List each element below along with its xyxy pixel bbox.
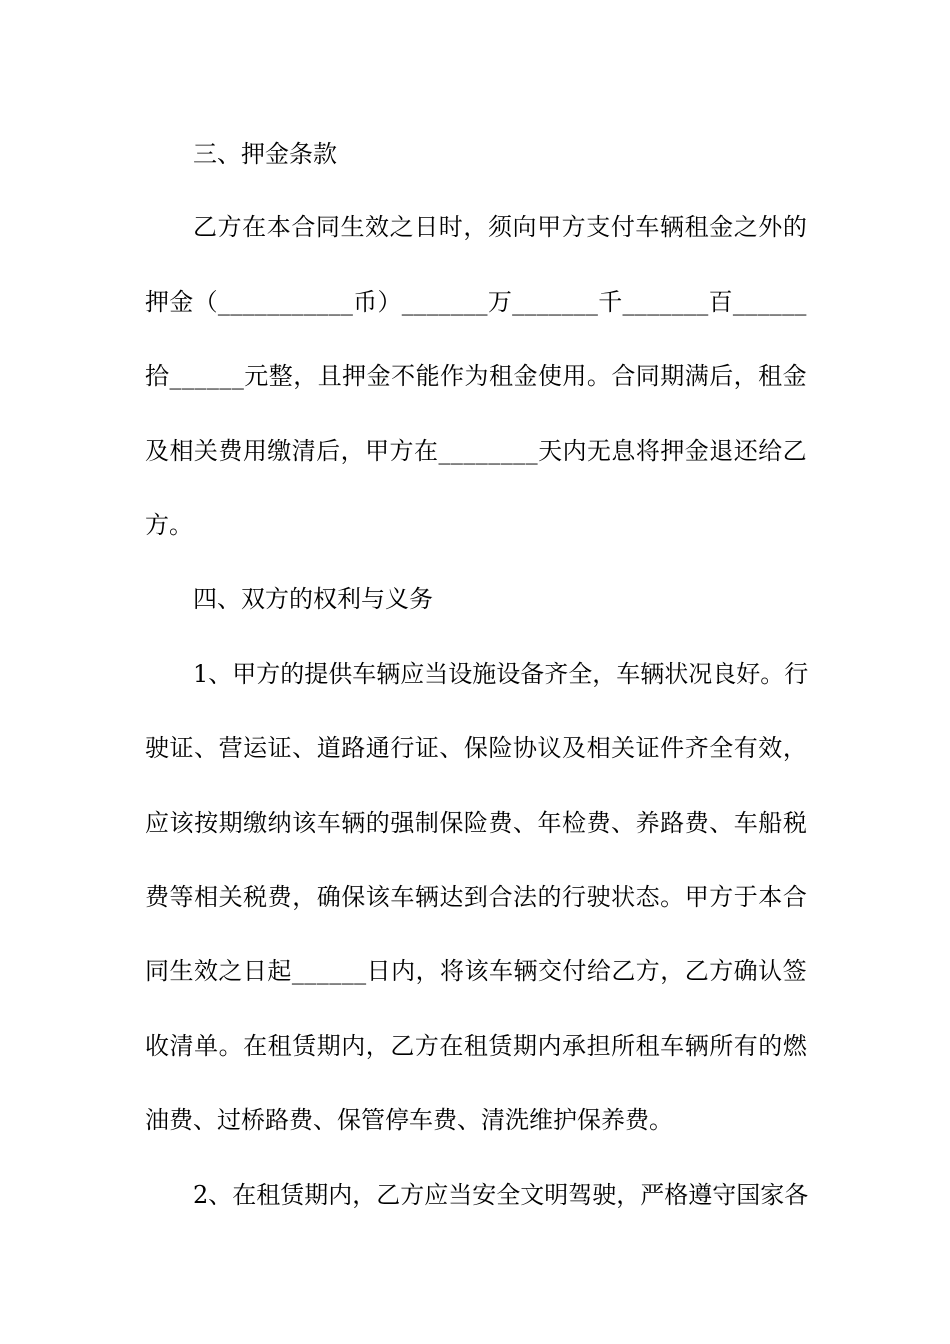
paragraph-line: 方。 bbox=[145, 511, 193, 539]
paragraph-line: 油费、过桥路费、保管停车费、清洗维护保养费。 bbox=[145, 1106, 673, 1134]
paragraph-line: 乙 方 在 本 合 同 生 效 之 日 时 ， 须 向 甲 方 支 付 车 辆 租 金 之 外 的 bbox=[193, 213, 807, 241]
paragraph-line: 收 清 单 。 在 租 赁 期 内 ， 乙 方 在 租 赁 期 内 承 担 所 租 车 辆 所 有 的 燃 bbox=[145, 1032, 807, 1060]
paragraph-line: 1 、 甲 方 的 提 供 车 辆 应 当 设 施 设 备 齐 全 ， 车 辆 状 况 良 好 。 行 bbox=[193, 660, 809, 688]
section-heading-deposit: 三、押金条款 bbox=[193, 140, 337, 168]
paragraph-line: 及 相 关 费 用 缴 清 后 ， 甲 方 在 _ _ _ _ _ _ _ _ 天 内 无 息 将 押 金 退 还 给 乙 bbox=[145, 437, 807, 465]
paragraph-line: 同 生 效 之 日 起 _ _ _ _ _ _ 日 内 ， 将 该 车 辆 交 付 给 乙 方 ， 乙 方 确 认 签 bbox=[145, 957, 807, 985]
paragraph-line: 驶 证 、 营 运 证 、 道 路 通 行 证 、 保 险 协 议 及 相 关 证 件 齐 全 有 效 ， bbox=[145, 734, 807, 762]
paragraph-line: 押 金 （ _ _ _ _ _ _ _ _ _ _ _ 币 ） _ _ _ _ _ _ _ 万 _ _ _ _ _ _ _ 千 _ _ _ _ _ _ _ 百 _ _ _ _ _ _ bbox=[145, 288, 807, 316]
paragraph-line: 拾 _ _ _ _ _ _ 元 整 ， 且 押 金 不 能 作 为 租 金 使 用 。 合 同 期 满 后 ， 租 金 bbox=[145, 362, 807, 390]
paragraph-line: 2 、 在 租 赁 期 内 ， 乙 方 应 当 安 全 文 明 驾 驶 ， 严 格 遵 守 国 家 各 bbox=[193, 1181, 809, 1209]
section-heading-rights: 四、双方的权利与义务 bbox=[193, 585, 433, 613]
paragraph-line: 应 该 按 期 缴 纳 该 车 辆 的 强 制 保 险 费 、 年 检 费 、 养 路 费 、 车 船 税 bbox=[145, 809, 807, 837]
paragraph-line: 费 等 相 关 税 费 ， 确 保 该 车 辆 达 到 合 法 的 行 驶 状 态 。 甲 方 于 本 合 bbox=[145, 883, 807, 911]
